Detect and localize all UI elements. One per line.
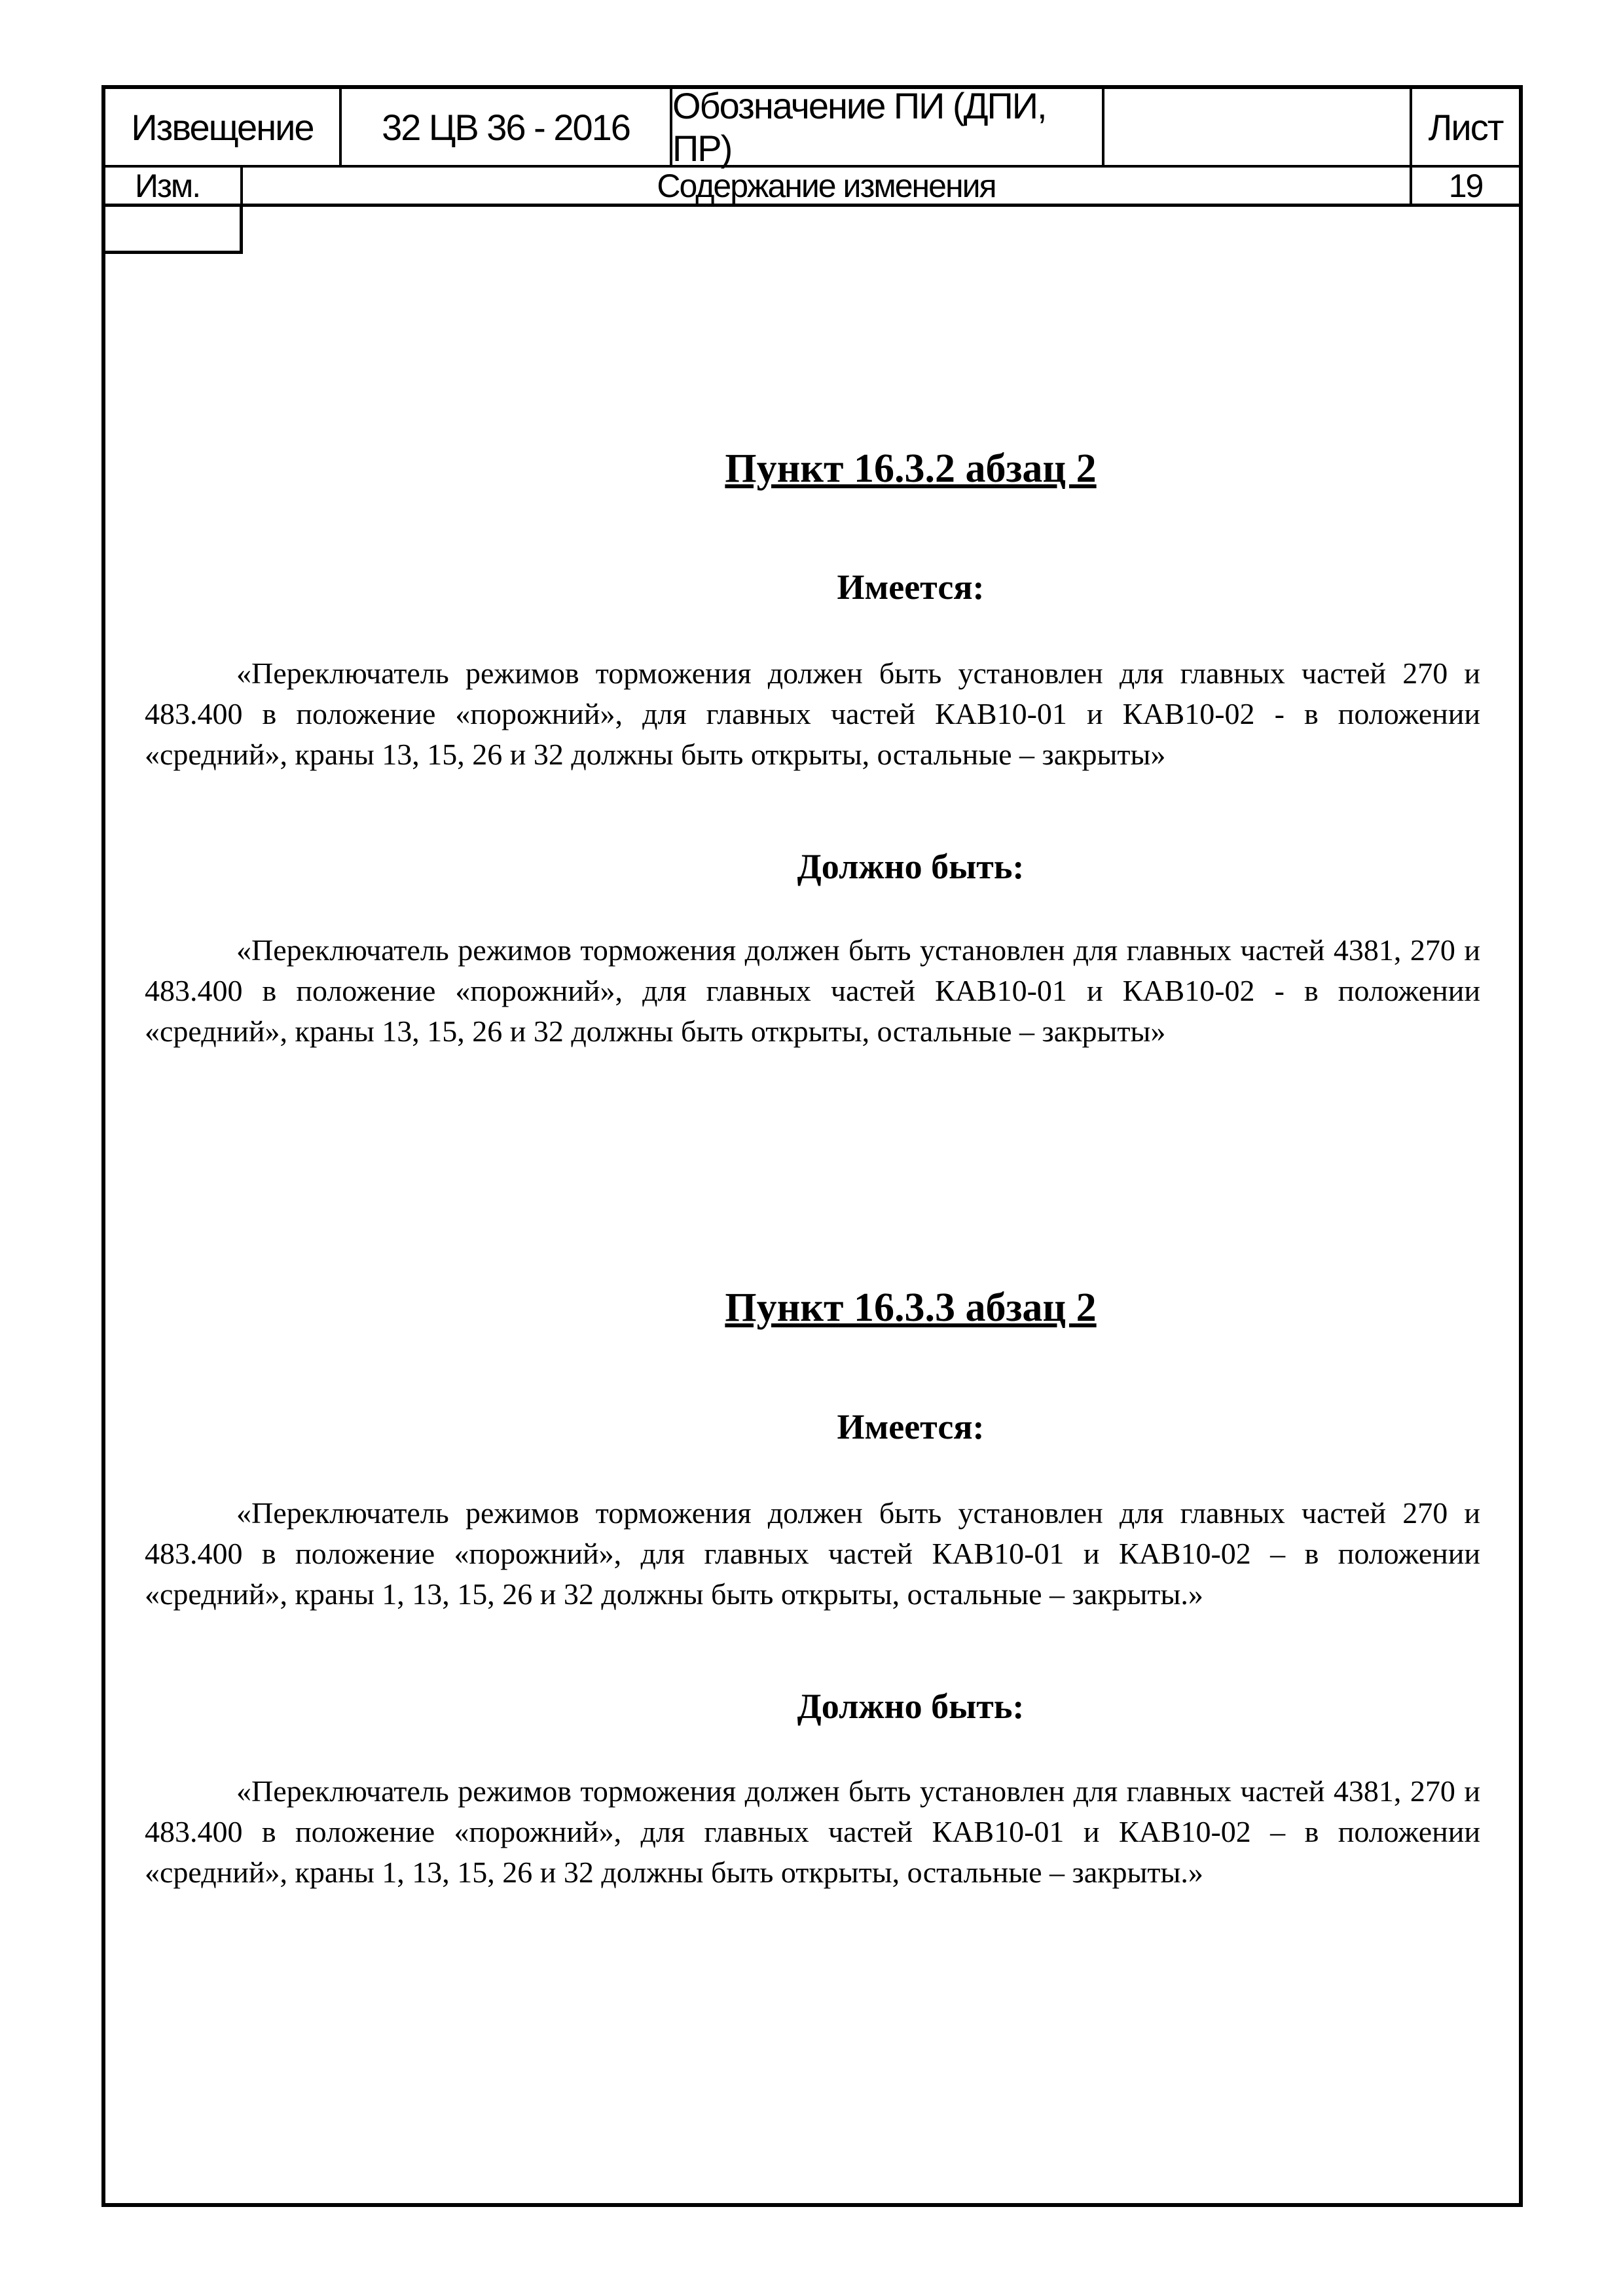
- section-2-existing-label: Имеется:: [837, 1407, 985, 1446]
- sheet-label: Лист: [1428, 106, 1503, 148]
- designation-value: [1104, 89, 1412, 165]
- section-1-existing-label: Имеется:: [837, 567, 985, 607]
- section-2-should-text: «Переключатель режимов торможения должен быть установлен для главных частей 4381, 270 и 483.400 в положение «порожний», для главных частей КАВ10-01 и КАВ10-02 – в положении «средний», краны 1, 13, 15, 26 и 32 должны быть открыты, остальные – закрыты.»: [145, 1774, 1480, 1889]
- section-1-should-label: Должно быть:: [797, 847, 1025, 886]
- section-1-existing-text: «Переключатель режимов торможения должен быть установлен для главных частей 270 и 483.400 в положение «порожний», для главных частей КАВ10-01 и КАВ10-02 - в положении «средний», краны 13, 15, 26 и 32 должны быть открыты, остальные – закрыты»: [145, 656, 1480, 771]
- sheet-number: 19: [1448, 167, 1483, 204]
- title-block-row-2: [105, 168, 1519, 207]
- title-block-row-1: [105, 85, 1519, 169]
- section-2-should-label: Должно быть:: [797, 1687, 1025, 1726]
- section-1-title: Пункт 16.3.2 абзац 2: [725, 446, 1097, 491]
- notice-number: 32 ЦВ 36 - 2016: [342, 89, 672, 165]
- designation-label: Обозначение ПИ (ДПИ, ПР): [672, 89, 1104, 165]
- content-label: Содержание изменения: [243, 168, 1412, 204]
- change-number-cell: [105, 207, 243, 254]
- title-block: [105, 85, 1519, 207]
- notice-label: Извещение: [105, 89, 342, 165]
- section-2-existing-text: «Переключатель режимов торможения должен быть установлен для главных частей 270 и 483.400 в положение «порожний», для главных частей КАВ10-01 и КАВ10-02 – в положении «средний», краны 1, 13, 15, 26 и 32 должны быть открыты, остальные – закрыты.»: [145, 1496, 1480, 1611]
- document-frame: [101, 85, 1523, 2207]
- section-1-should-text: «Переключатель режимов торможения должен быть установлен для главных частей 4381, 270 и 483.400 в положение «порожний», для главных частей КАВ10-01 и КАВ10-02 - в положении «средний», краны 13, 15, 26 и 32 должны быть открыты, остальные – закрыты»: [145, 933, 1480, 1048]
- change-label: Изм.: [105, 168, 243, 204]
- section-2-title: Пункт 16.3.3 абзац 2: [725, 1285, 1097, 1330]
